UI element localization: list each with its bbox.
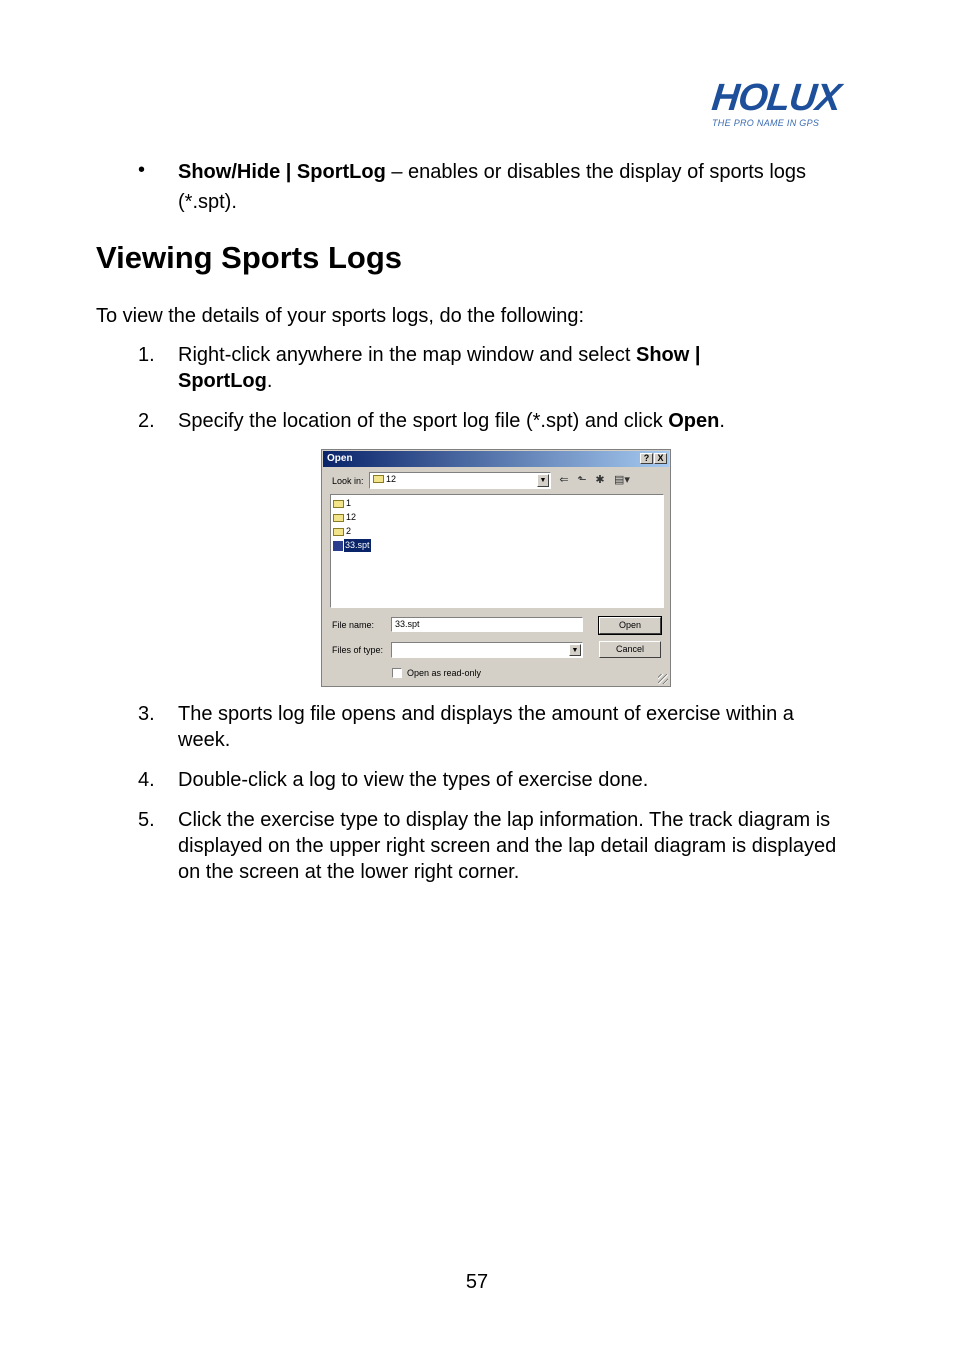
view-menu-icon[interactable]: ▤▾: [614, 474, 630, 486]
readonly-checkbox[interactable]: [392, 668, 402, 678]
step-5-number: 5.: [138, 809, 155, 831]
folder-icon: [333, 514, 344, 522]
new-folder-icon[interactable]: ✱: [595, 474, 605, 486]
dialog-titlebar: [323, 451, 669, 467]
files-of-type-label: Files of type:: [332, 645, 384, 655]
look-in-label: Look in:: [332, 476, 364, 486]
open-file-dialog: [321, 449, 671, 687]
chevron-down-icon[interactable]: ▼: [569, 644, 581, 656]
step-1-number: 1.: [138, 344, 155, 366]
help-button[interactable]: ?: [640, 453, 653, 464]
bullet-item-show-hide: [178, 157, 858, 217]
step-4-text: Double-click a log to view the types of exercise done.: [178, 769, 649, 791]
step-2-bold: Open: [668, 410, 720, 432]
close-button[interactable]: X: [654, 453, 667, 464]
step-2-text: [178, 408, 858, 434]
logo-brand: HOLUX: [709, 77, 843, 119]
step-5-text: Click the exercise type to display the lap information. The track diagram is displayed on the upper right screen and the lap detail diagram is displayed on the screen at the lower right corner.: [178, 809, 837, 883]
step-2-body: Specify the location of the sport log file (*.spt) and click: [178, 410, 669, 432]
files-of-type-select[interactable]: [391, 642, 583, 658]
resize-grip[interactable]: [658, 674, 668, 684]
file-list[interactable]: [330, 494, 664, 608]
step-1-bold: Show | SportLog: [178, 344, 701, 392]
section-heading: Viewing Sports Logs: [96, 240, 403, 275]
holux-logo: [708, 76, 848, 136]
file-label: 33.spt: [345, 540, 370, 550]
list-item[interactable]: [333, 511, 356, 524]
step-3-text: The sports log file opens and displays the amount of exercise within a week.: [178, 703, 794, 751]
step-1-tail: .: [266, 370, 273, 392]
look-in-combo[interactable]: [369, 472, 551, 489]
step-1-body: Right-click anywhere in the map window and select: [178, 344, 636, 366]
readonly-label: Open as read-only: [407, 668, 482, 678]
dialog-title: Open: [327, 453, 353, 464]
open-button[interactable]: Open: [599, 617, 661, 634]
file-label: 2: [346, 526, 352, 536]
list-item[interactable]: [333, 525, 351, 538]
cancel-button[interactable]: Cancel: [599, 641, 661, 658]
folder-icon: [373, 475, 384, 483]
page-number: 57: [465, 1271, 489, 1293]
step-1-text: [178, 342, 798, 394]
list-item[interactable]: [333, 497, 351, 510]
file-icon: [333, 541, 343, 551]
file-name-label: File name:: [332, 620, 375, 630]
up-folder-icon[interactable]: ⬑: [577, 474, 587, 486]
folder-icon: [333, 500, 344, 508]
chevron-down-icon[interactable]: ▼: [537, 474, 549, 487]
intro-text: To view the details of your sports logs, do the following:: [96, 305, 585, 327]
bullet-text: – enables or disables the display of sports logs (*.spt).: [178, 161, 807, 213]
file-label: 12: [346, 512, 357, 522]
step-3-number: 3.: [138, 703, 155, 725]
file-name-input[interactable]: [391, 617, 583, 632]
back-icon[interactable]: ⇐: [559, 474, 569, 486]
logo-tagline: THE PRO NAME IN GPS: [712, 118, 820, 128]
step-2-number: 2.: [138, 410, 155, 432]
bullet-bold: Show/Hide | SportLog: [178, 161, 386, 183]
file-name-value: 33.spt: [395, 619, 420, 629]
bullet-symbol: •: [138, 159, 146, 181]
look-in-value-wrap: [373, 474, 396, 484]
step-4-number: 4.: [138, 769, 155, 791]
folder-icon: [333, 528, 344, 536]
file-label: 1: [346, 498, 352, 508]
step-2-tail: .: [719, 410, 725, 432]
list-item-selected[interactable]: [333, 539, 371, 552]
look-in-value: 12: [386, 474, 397, 484]
